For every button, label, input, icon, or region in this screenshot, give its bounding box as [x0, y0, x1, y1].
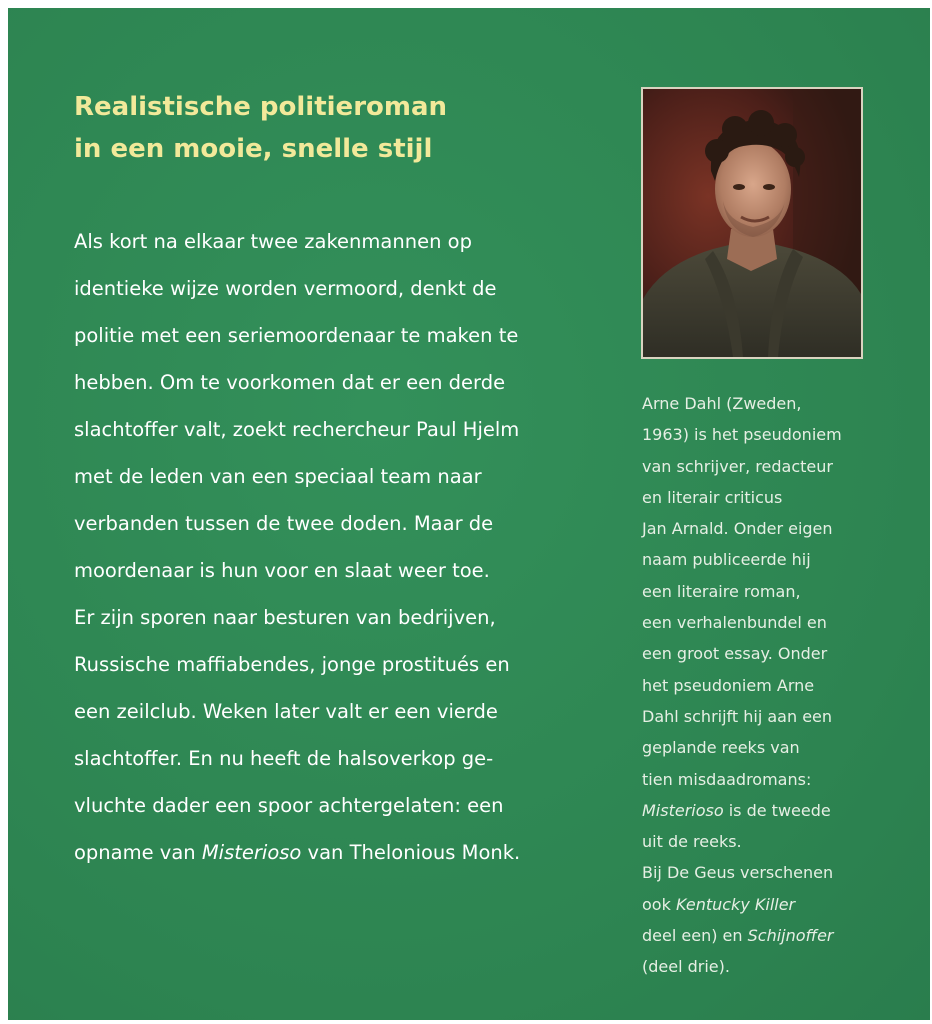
blurb-line: Als kort na elkaar twee zakenmannen op [74, 230, 472, 253]
bio-line [642, 889, 882, 920]
blurb-line: slachtoffer valt, zoekt rechercheur Paul Hjelm [74, 418, 520, 441]
bio-line: (deel drie). [642, 957, 730, 977]
headline-line-2: in een mooie, snelle stijl [74, 134, 433, 164]
author-bio [642, 388, 882, 983]
blurb-line: Er zijn sporen naar besturen van bedrijven, [74, 606, 496, 629]
bio-line: Arne Dahl (Zweden, [642, 394, 802, 413]
bio-line: uit de reeks. [642, 832, 742, 852]
author-photo [641, 87, 863, 359]
bio-line: Bij De Geus verschenen [642, 863, 834, 883]
blurb-line: een zeilclub. Weken later valt er een vierde [74, 700, 498, 723]
book-back-cover [8, 8, 930, 1020]
book-title-misterioso: Misterioso [642, 800, 724, 820]
blurb-line: met de leden van een speciaal team naar [74, 465, 482, 488]
bio-text-fragment: deel een) en [642, 926, 748, 946]
bio-line [642, 920, 882, 951]
blurb-line: politie met een seriemoordenaar te maken te [74, 324, 519, 347]
blurb-line: vluchte dader een spoor achtergelaten: een [74, 794, 504, 817]
author-portrait-icon [643, 89, 861, 357]
bio-line: het pseudoniem Arne [642, 675, 815, 695]
bio-line: 1963) is het pseudoniem [642, 425, 842, 445]
blurb-line: identieke wijze worden vermoord, denkt de [74, 277, 497, 300]
blurb-line: verbanden tussen de twee doden. Maar de [74, 512, 494, 535]
book-title-kentucky-killer: Kentucky Killer [675, 894, 796, 914]
bio-line: een verhalenbundel en [642, 613, 827, 633]
bio-text-fragment: is de tweede [723, 800, 831, 820]
bio-line: en literair criticus [642, 487, 783, 507]
bio-line: geplande reeks van [642, 738, 800, 758]
bio-text-fragment: ook [642, 894, 676, 914]
blurb-text-fragment: van Thelonious Monk. [301, 841, 521, 864]
bio-line: een groot essay. Onder [642, 644, 828, 664]
blurb-text [74, 218, 604, 876]
blurb-line: moordenaar is hun voor en slaat weer toe. [74, 559, 490, 582]
bio-line: tien misdaadromans: [642, 769, 812, 789]
book-title-misterioso: Misterioso [201, 841, 302, 864]
blurb-last-line [74, 829, 604, 876]
book-title-schijnoffer: Schijnoffer [747, 926, 834, 946]
bio-line: een literaire roman, [642, 581, 801, 601]
bio-line: Jan Arnald. Onder eigen [642, 519, 833, 539]
bio-line: Dahl schrijft hij aan een [642, 706, 833, 726]
blurb-text-fragment: opname van [74, 841, 202, 864]
bio-line: naam publiceerde hij [642, 550, 811, 570]
blurb-line: hebben. Om te voorkomen dat er een derde [74, 371, 506, 394]
blurb-line: Russische maffiabendes, jonge prostitués en [74, 653, 510, 676]
bio-line: van schrijver, redacteur [642, 456, 833, 476]
bio-line [642, 795, 882, 826]
headline-line-1: Realistische politieroman [74, 92, 448, 122]
headline [74, 86, 634, 170]
blurb-line: slachtoffer. En nu heeft de halsoverkop ge- [74, 747, 494, 770]
